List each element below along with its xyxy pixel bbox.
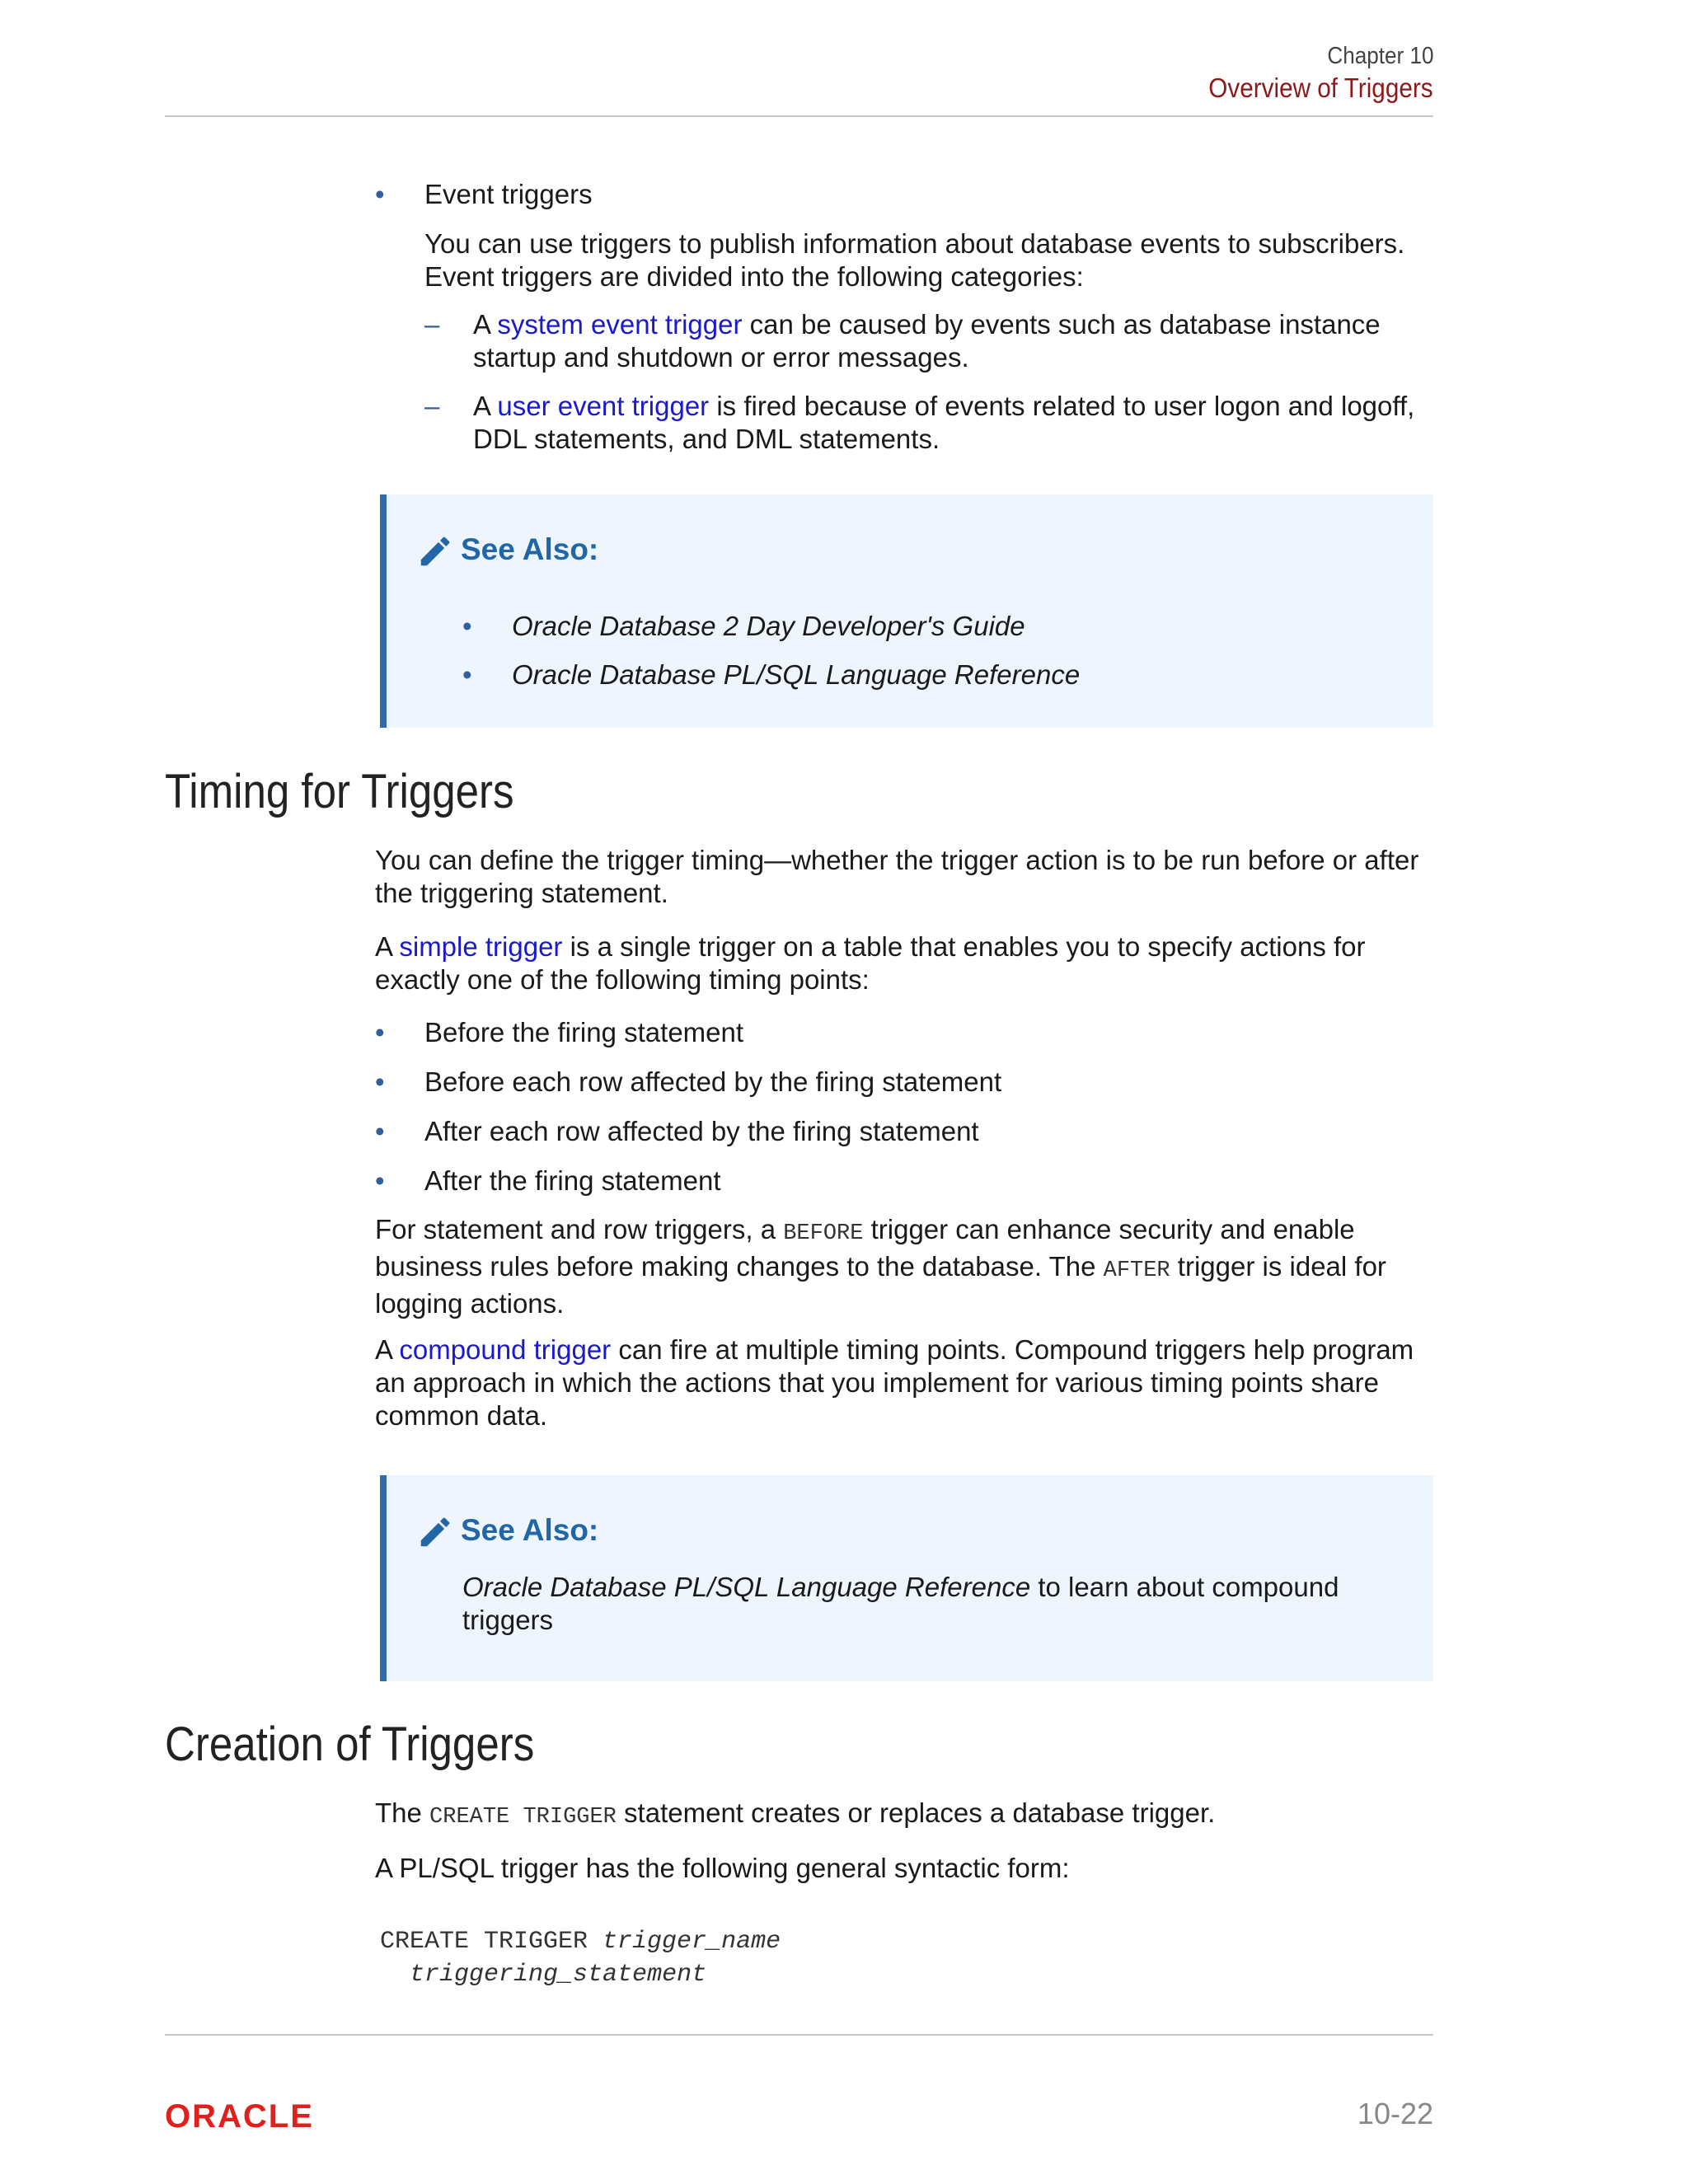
dash-icon: –	[424, 309, 440, 340]
pencil-icon	[416, 532, 454, 570]
bullet-icon: •	[375, 1017, 385, 1047]
section-title: Overview of Triggers	[1208, 73, 1433, 103]
code-create-trigger: CREATE TRIGGER	[429, 1805, 617, 1830]
footer-divider	[165, 2034, 1433, 2036]
paragraph: A PL/SQL trigger has the following general syntactic form:	[375, 1853, 1070, 1883]
pencil-icon	[416, 1513, 454, 1551]
simple-trigger-link[interactable]: simple trigger	[399, 931, 563, 962]
code-block: CREATE TRIGGER trigger_name triggering_statement	[380, 1928, 781, 1989]
list-item: Event triggers	[424, 179, 593, 209]
bullet-icon: •	[375, 1116, 385, 1146]
oracle-logo: ORACLE	[165, 2098, 314, 2135]
bullet-icon: •	[375, 1066, 385, 1097]
chapter-label: Chapter 10	[1326, 43, 1433, 69]
bullet-icon: •	[462, 659, 472, 690]
user-event-trigger-link[interactable]: user event trigger	[497, 391, 710, 421]
paragraph: A simple trigger is a single trigger on a table that enables you to specify actions for exactly one of the following timing points:	[375, 931, 1366, 995]
page-number: 10-22	[1357, 2097, 1433, 2130]
see-also-box	[380, 494, 1433, 728]
bullet-icon: •	[375, 179, 385, 209]
list-item: After the firing statement	[424, 1165, 721, 1196]
system-event-trigger-link[interactable]: system event trigger	[497, 309, 743, 340]
dash-icon: –	[424, 391, 440, 421]
compound-trigger-link[interactable]: compound trigger	[399, 1334, 612, 1365]
reference-link[interactable]: Oracle Database PL/SQL Language Reference	[512, 659, 1081, 690]
heading-timing: Timing for Triggers	[165, 765, 514, 818]
see-also-box	[380, 1475, 1433, 1681]
paragraph: For statement and row triggers, a BEFORE trigger can enhance security and enable business rules before making changes to the database. The AFTER trigger is ideal for logging actions.	[375, 1214, 1386, 1319]
bullet-icon: •	[462, 611, 472, 641]
paragraph: Oracle Database PL/SQL Language Reference to learn about compound triggers	[462, 1572, 1339, 1635]
code-before: BEFORE	[783, 1221, 864, 1246]
list-item: Before each row affected by the firing statement	[424, 1066, 1002, 1097]
reference-link[interactable]: Oracle Database 2 Day Developer's Guide	[512, 611, 1025, 641]
list-item: A system event trigger can be caused by events such as database instance startup and shutdown or error messages.	[473, 309, 1381, 373]
paragraph: A compound trigger can fire at multiple timing points. Compound triggers help program an approach in which the actions that you implement for various timing points share common data.	[375, 1334, 1414, 1431]
list-item: After each row affected by the firing statement	[424, 1116, 979, 1146]
list-item: A user event trigger is fired because of events related to user logon and logoff, DDL statements, and DML statements.	[473, 391, 1415, 454]
see-also-title: See Also:	[461, 532, 599, 566]
header-divider	[165, 115, 1433, 117]
reference-link[interactable]: Oracle Database PL/SQL Language Reference	[462, 1572, 1031, 1602]
paragraph: The CREATE TRIGGER statement creates or replaces a database trigger.	[375, 1797, 1216, 1830]
paragraph: You can use triggers to publish information about database events to subscribers. Event triggers are divided into the following categories:	[424, 228, 1405, 292]
bullet-icon: •	[375, 1165, 385, 1196]
paragraph: You can define the trigger timing—whether the trigger action is to be run before or after the triggering statement.	[375, 845, 1419, 908]
list-item: Before the firing statement	[424, 1017, 744, 1047]
see-also-title: See Also:	[461, 1513, 599, 1547]
heading-creation: Creation of Triggers	[165, 1718, 535, 1771]
code-after: AFTER	[1103, 1258, 1170, 1283]
